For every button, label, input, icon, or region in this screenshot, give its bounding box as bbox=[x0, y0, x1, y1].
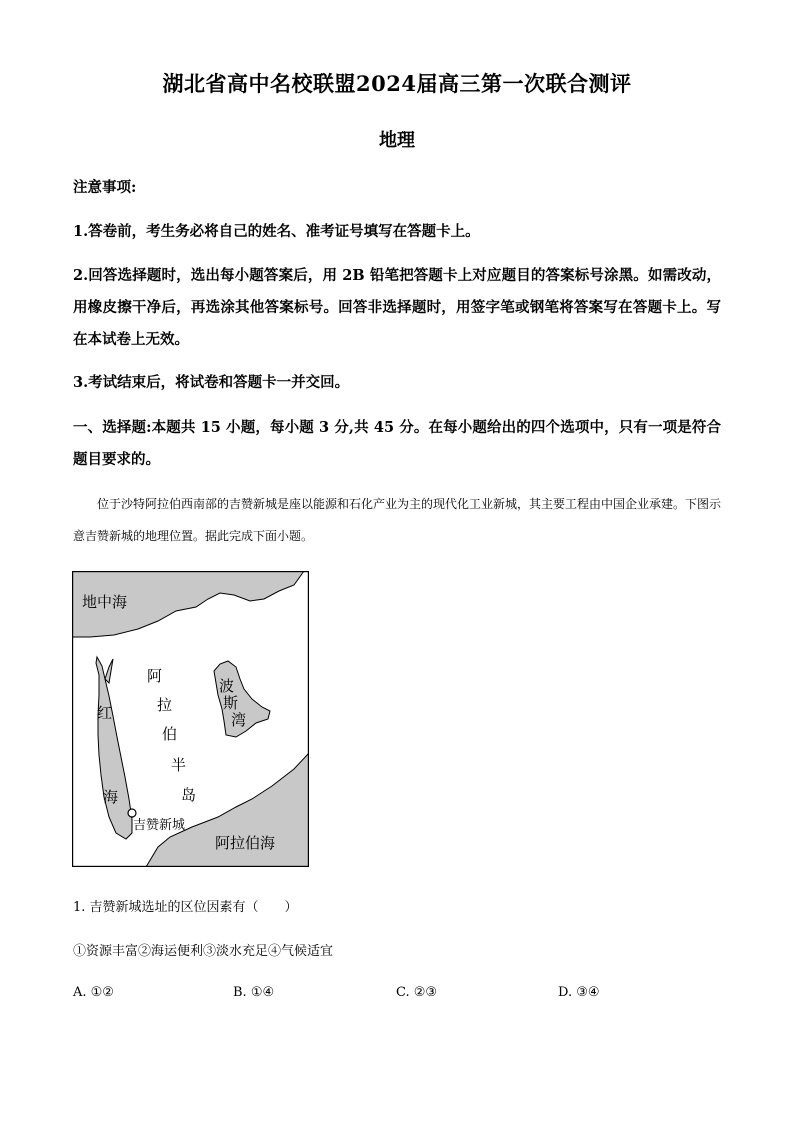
map-label-peninsula-4: 半 bbox=[171, 756, 187, 774]
notice-item-1: 1.答卷前，考生务必将自己的姓名、准考证号填写在答题卡上。 bbox=[73, 223, 480, 240]
question-1-option-b[interactable]: B. ①④ bbox=[233, 985, 275, 1000]
subject-title: 地理 bbox=[379, 130, 415, 151]
question-1-option-d[interactable]: D. ③④ bbox=[558, 985, 600, 1000]
notice-item-3: 3.考试结束后，将试卷和答题卡一并交回。 bbox=[73, 374, 350, 391]
map-label-gulf-2: 斯 bbox=[223, 694, 239, 712]
passage-text: 位于沙特阿拉伯西南部的吉赞新城是座以能源和石化产业为主的现代化工业新城，其主要工程由中国企业承建。下图示意吉赞新城的地理位置。据此完成下面小题。 bbox=[73, 497, 722, 543]
notice-heading: 注意事项: bbox=[73, 179, 137, 196]
question-1-option-c[interactable]: C. ②③ bbox=[396, 985, 438, 1000]
map-label-gulf-1: 波 bbox=[219, 677, 235, 695]
map-label-peninsula-5: 岛 bbox=[181, 786, 197, 804]
map-label-gulf-3: 湾 bbox=[231, 711, 247, 729]
map-label-red-1: 红 bbox=[97, 704, 113, 722]
exam-title: 湖北省高中名校联盟2024届高三第一次联合测评 bbox=[162, 71, 632, 96]
map-label-mediterranean: 地中海 bbox=[82, 593, 128, 611]
map-label-peninsula-3: 伯 bbox=[162, 725, 178, 743]
question-1-statement: ①资源丰富②海运便利③淡水充足④气候适宜 bbox=[73, 944, 334, 959]
notice-item-2: 2.回答选择题时，选出每小题答案后，用 2B 铅笔把答题卡上对应题目的答案标号涂黑。如需改动，用橡皮擦干净后，再选涂其他答案标号。回答非选择题时，用签字笔或钢笔将答案写在答题卡上。写在本试卷上无效。 bbox=[73, 267, 721, 348]
question-1-option-a[interactable]: A. ①② bbox=[73, 985, 114, 1000]
map-label-peninsula-1: 阿 bbox=[147, 667, 163, 685]
section-heading: 一、选择题:本题共 15 小题，每小题 3 分,共 45 分。在每小题给出的四个选项中，只有一项是符合题目要求的。 bbox=[73, 419, 721, 468]
map-label-peninsula-2: 拉 bbox=[157, 696, 173, 714]
map-label-jizan: 吉赞新城 bbox=[133, 818, 186, 833]
map-label-red-2: 海 bbox=[103, 788, 119, 806]
question-1-stem: 1. 吉赞新城选址的区位因素有（ ） bbox=[73, 900, 298, 915]
map-label-arabian-sea: 阿拉伯海 bbox=[215, 834, 276, 852]
